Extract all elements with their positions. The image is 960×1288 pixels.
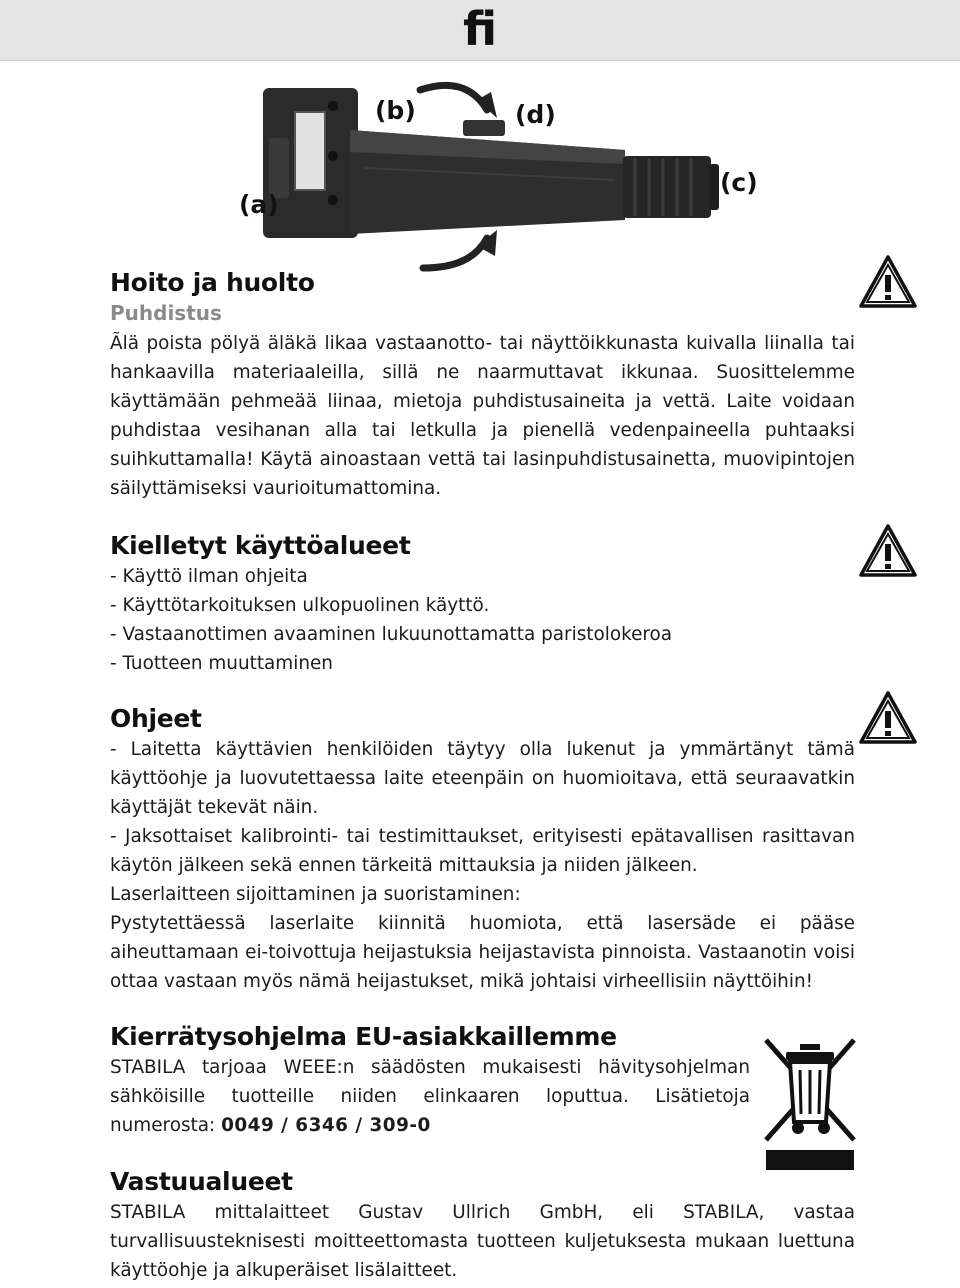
- liability-heading: Vastuualueet: [110, 1167, 293, 1196]
- crossed-out-wheelie-bin-icon: [760, 1036, 860, 1172]
- list-item: - Tuotteen muuttaminen: [110, 653, 333, 674]
- list-item: - Käyttötarkoituksen ulkopuolinen käyttö.: [110, 595, 490, 616]
- receiver-device-illustration: [225, 72, 765, 277]
- language-code: fi: [462, 2, 498, 56]
- liability-section: [110, 1166, 855, 1285]
- figure-label-d: (d): [515, 100, 556, 129]
- care-section: [110, 267, 855, 503]
- warning-triangle-icon: [858, 523, 918, 579]
- care-heading: Hoito ja huolto: [110, 268, 315, 297]
- figure-label-b: (b): [375, 96, 416, 125]
- instructions-section: [110, 703, 855, 996]
- cleaning-subheading: Puhdistus: [110, 301, 222, 325]
- recycling-text: STABILA tarjoaa WEEE:n säädösten mukaisesti hävitysohjelman sähköisille tuotteille niiden elinkaaren loputtua. Lisätietoja numerosta:: [110, 1057, 750, 1136]
- recycling-heading: Kierrätysohjelma EU-asiakkaillemme: [110, 1022, 617, 1051]
- list-item: - Vastaanottimen avaaminen lukuunottamatta paristolokeroa: [110, 624, 673, 645]
- recycling-paragraph: [110, 1053, 750, 1140]
- liability-paragraph: STABILA mittalaitteet Gustav Ullrich GmbH, eli STABILA, vastaa turvallisuusteknisesti moitteettomasta tuotteen kuljetuksesta mukaan luettuna käyttöohje ja alkuperäiset lisälaitteet.: [110, 1202, 855, 1281]
- warning-triangle-icon: [858, 690, 918, 746]
- list-item: - Käyttö ilman ohjeita: [110, 566, 308, 587]
- phone-number: 0049 / 6346 / 309-0: [221, 1115, 431, 1136]
- recycling-section: [110, 1021, 750, 1140]
- prohibited-section: [110, 530, 855, 678]
- laser-subheading: Laserlaitteen sijoittaminen ja suoristaminen:: [110, 884, 521, 905]
- figure-label-a: (a): [239, 190, 279, 219]
- instructions-item-2: - Jaksottaiset kalibrointi- tai testimittaukset, erityisesti epätavallisen rasittavan käytön jälkeen sekä ennen tärkeitä mittauksia ja niiden jälkeen.: [110, 826, 855, 876]
- instructions-heading: Ohjeet: [110, 704, 202, 733]
- warning-triangle-icon: [858, 254, 918, 310]
- language-header: [0, 0, 960, 61]
- prohibited-heading: Kielletyt käyttöalueet: [110, 531, 411, 560]
- receiver-device-figure: [225, 72, 765, 277]
- laser-paragraph: Pystytettäessä laserlaite kiinnitä huomiota, että lasersäde ei pääse aiheuttamaan ei-toivottuja heijastuksia heijastavista pinnoista. Vastaanotin voisi ottaa vastaan myös nämä heijastukset, mikä johtaisi virheellisiin näyttöihin!: [110, 913, 855, 992]
- figure-label-c: (c): [720, 168, 758, 197]
- instructions-item-1: - Laitetta käyttävien henkilöiden täytyy olla lukenut ja ymmärtänyt tämä käyttöohje ja luovutettaessa laite eteenpäin on huomioitava, että seuraavatkin käyttäjät tekevät näin.: [110, 739, 855, 818]
- cleaning-paragraph: Ãlä poista pölyä äläkä likaa vastaanotto- tai näyttöikkunasta kuivalla liinalla tai hankaavilla materiaaleilla, sillä ne naarmuttavat ikkunaa. Suosittelemme käyttämään pehmeää liinaa, mietoja puhdistusaineita ja vettä. Laite voidaan puhdistaa vesihanan alla tai letkulla ja pienellä vedenpaineella puhtaaksi suihkuttamalla! Käytä ainoastaan vettä tai lasinpuhdistusainetta, muovipintojen säilyttämiseksi vaurioitumattomina.: [110, 333, 855, 499]
